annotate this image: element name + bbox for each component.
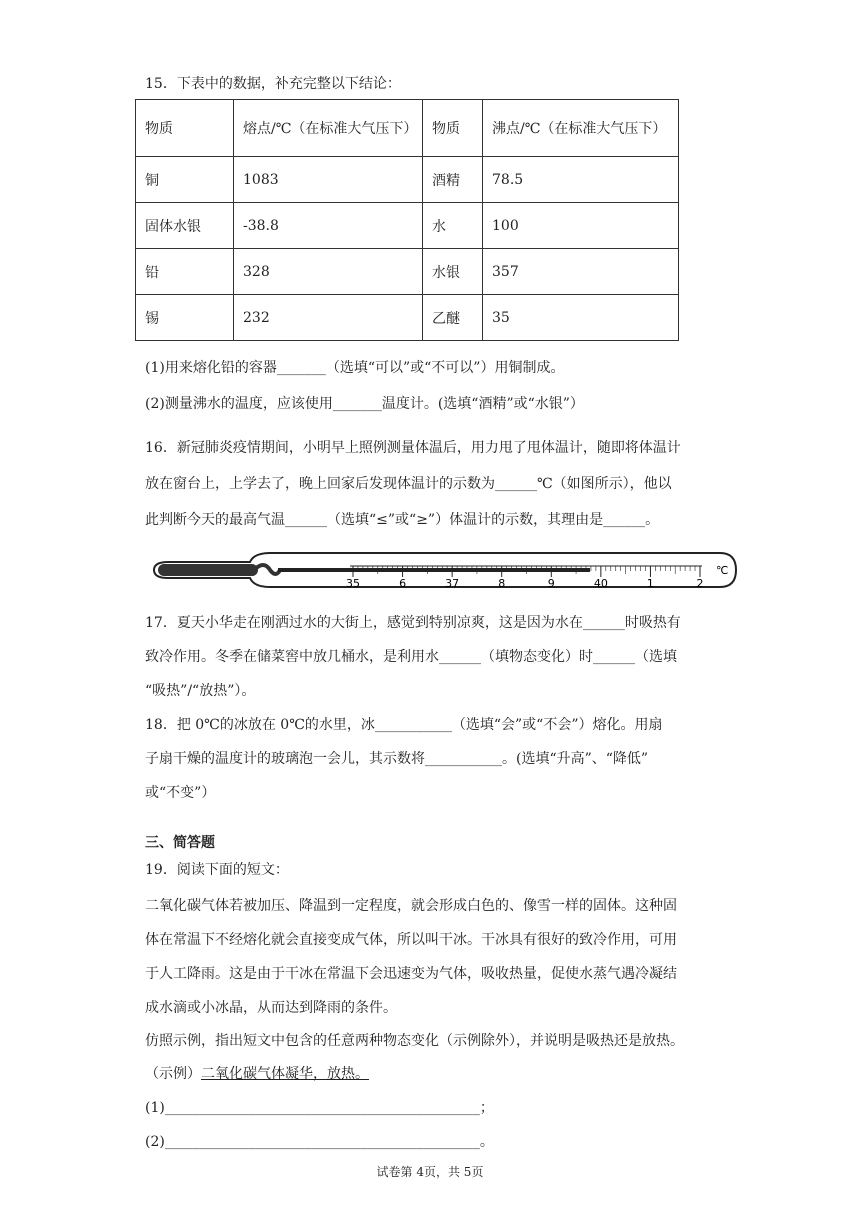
example-text: 二氧化碳气体凝华，放热。 xyxy=(201,1066,369,1082)
scale-tick-label: 8 xyxy=(498,577,506,590)
q19-paragraph-line: 体在常温下不经熔化就会直接变成气体，所以叫干冰。干冰具有很好的致冷作用，可用 xyxy=(145,932,677,948)
q17-line2: 致冷作用。冬季在储菜窖中放几桶水，是利用水______（填物态变化）时______（选填 xyxy=(145,649,677,665)
table-cell: 水 xyxy=(423,203,483,249)
q19-instruction: 仿照示例，指出短文中包含的任意两种物态变化（示例除外），并说明是吸热还是放热。 xyxy=(145,1033,684,1049)
q17-line3: “吸热”/“放热”）。 xyxy=(145,683,256,699)
q15-sub1: (1)用来熔化铅的容器_______（选填“可以”或“不可以”）用铜制成。 xyxy=(145,360,565,376)
mercury-column xyxy=(278,568,590,572)
q19-answer-2: (2)_____________________________________________。 xyxy=(145,1134,494,1150)
scale-tick-label: 37 xyxy=(445,577,460,590)
q16-line3: 此判断今天的最高气温______（选填“≤”或“≥”）体温计的示数，其理由是______。 xyxy=(145,512,660,528)
table-header: 熔点/℃（在标准大气压下） xyxy=(234,100,423,157)
q18-line2: 子扇干燥的温度计的玻璃泡一会儿，其示数将___________。(选填“升高”、“降低” xyxy=(145,751,649,767)
table-cell: 铅 xyxy=(136,249,234,295)
scale-tick-label: 6 xyxy=(399,577,407,590)
table-row xyxy=(136,295,679,341)
table-cell: -38.8 xyxy=(234,203,423,249)
table-row xyxy=(136,249,679,295)
melting-boiling-table xyxy=(135,99,679,341)
section-title: 三、简答题 xyxy=(145,835,215,851)
q15-sub2: (2)测量沸水的温度，应该使用_______温度计。(选填“酒精”或“水银”） xyxy=(145,396,584,412)
q16-line2: 放在窗台上，上学去了，晚上回家后发现体温计的示数为______℃（如图所示），他以 xyxy=(145,476,672,492)
table-header: 物质 xyxy=(423,100,483,157)
q17-line1: 17．夏天小华走在刚洒过水的大街上，感觉到特别凉爽，这是因为水在______时吸热有 xyxy=(145,615,681,631)
table-cell: 锡 xyxy=(136,295,234,341)
q18-line1: 18．把 0℃的冰放在 0℃的水里，冰___________（选填“会”或“不会”）熔化。用扇 xyxy=(145,717,663,733)
table-cell: 78.5 xyxy=(483,157,679,203)
table-row xyxy=(136,157,679,203)
q19-example xyxy=(145,1063,369,1083)
table-cell: 100 xyxy=(483,203,679,249)
thermometer-unit: ℃ xyxy=(716,564,729,577)
table-header: 沸点/℃（在标准大气压下） xyxy=(483,100,679,157)
table-cell: 1083 xyxy=(234,157,423,203)
table-cell: 乙醚 xyxy=(423,295,483,341)
scale-tick-label: 1 xyxy=(646,577,654,590)
table-cell: 35 xyxy=(483,295,679,341)
table-row xyxy=(136,203,679,249)
table-header-row xyxy=(136,100,679,157)
table-cell: 232 xyxy=(234,295,423,341)
scale-tick-label: 2 xyxy=(696,577,704,590)
q19-paragraph-line: 于人工降雨。这是由于干冰在常温下会迅速变为气体，吸收热量，促使水蒸气遇冷凝结 xyxy=(145,966,677,982)
table-header: 物质 xyxy=(136,100,234,157)
q18-line3: 或“不变”） xyxy=(145,785,216,801)
q19-paragraph-line: 成水滴或小冰晶，从而达到降雨的条件。 xyxy=(145,1000,397,1016)
q15-intro: 15．下表中的数据，补充完整以下结论： xyxy=(145,76,401,92)
table-cell: 357 xyxy=(483,249,679,295)
example-label: （示例） xyxy=(145,1066,201,1082)
table-cell: 铜 xyxy=(136,157,234,203)
scale-tick-label: 40 xyxy=(593,577,608,590)
table-cell: 固体水银 xyxy=(136,203,234,249)
scale-tick-label: 35 xyxy=(346,577,360,590)
q19-intro: 19．阅读下面的短文： xyxy=(145,862,289,878)
q19-paragraph-line: 二氧化碳气体若被加压、降温到一定程度，就会形成白色的、像雪一样的固体。这种固 xyxy=(145,898,677,914)
q19-answer-1: (1)_____________________________________________； xyxy=(145,1100,494,1116)
q16-line1: 16．新冠肺炎疫情期间，小明早上照例测量体温后，用力甩了甩体温计，随即将体温计 xyxy=(145,440,681,456)
clinical-thermometer-figure xyxy=(150,546,740,592)
table-cell: 328 xyxy=(234,249,423,295)
table-cell: 水银 xyxy=(423,249,483,295)
thermometer-bulb xyxy=(158,564,258,576)
table-cell: 酒精 xyxy=(423,157,483,203)
scale-tick-label: 9 xyxy=(547,577,555,590)
page-footer: 试卷第 4页，共 5页 xyxy=(376,1165,484,1179)
